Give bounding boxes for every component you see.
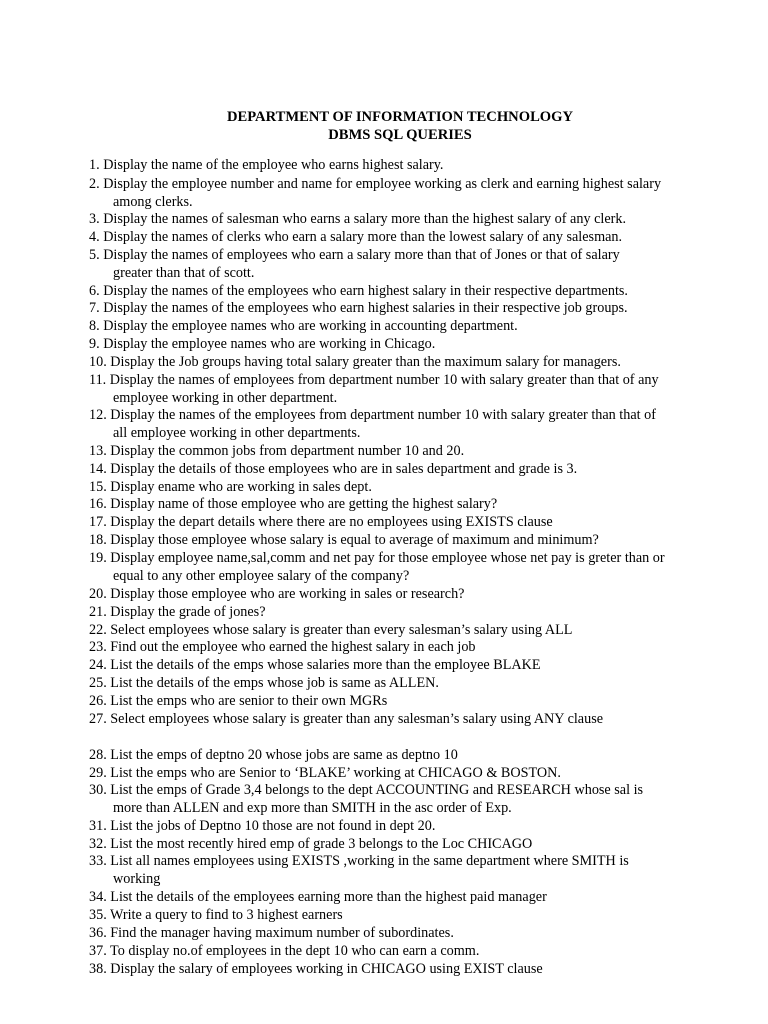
list-item: 23. Find out the employee who earned the highest salary in each job [89,639,476,655]
list-item: 5. Display the names of employees who earn a salary more than that of Jones or that of salary greater than that of scott. [89,247,620,281]
list-item: 3. Display the names of salesman who earns a salary more than the highest salary of any clerk. [89,211,626,227]
list-item: 14. Display the details of those employees who are in sales department and grade is 3. [89,461,578,477]
document-title: DBMS SQL QUERIES [328,127,472,143]
list-item: 35. Write a query to find to 3 highest earners [89,907,343,923]
list-item: 18. Display those employee whose salary is equal to average of maximum and minimum? [89,532,599,548]
list-item: 7. Display the names of the employees who earn highest salaries in their respective job groups. [89,300,628,316]
list-item: 19. Display employee name,sal,comm and net pay for those employee whose net pay is greter than or equal to any other employee salary of the company? [89,550,665,584]
list-item: 33. List all names employees using EXISTS ,working in the same department where SMITH is working [89,853,629,887]
list-item: 27. Select employees whose salary is greater than any salesman’s salary using ANY clause [89,711,604,727]
list-item: 36. Find the manager having maximum number of subordinates. [89,925,454,941]
list-item: 6. Display the names of the employees who earn highest salary in their respective departments. [89,283,628,299]
list-item: 11. Display the names of employees from department number 10 with salary greater than that of any employee working in other department. [89,372,659,406]
list-item: 25. List the details of the emps whose job is same as ALLEN. [89,675,439,691]
department-heading: DEPARTMENT OF INFORMATION TECHNOLOGY [226,109,574,125]
list-item: 38. Display the salary of employees working in CHICAGO using EXIST clause [89,961,543,977]
list-item: 21. Display the grade of jones? [89,604,266,620]
list-item: 8. Display the employee names who are working in accounting department. [89,318,518,334]
list-item: 31. List the jobs of Deptno 10 those are not found in dept 20. [89,818,436,834]
list-item: 22. Select employees whose salary is greater than every salesman’s salary using ALL [89,622,573,638]
list-item: 13. Display the common jobs from department number 10 and 20. [89,443,465,459]
list-item: 20. Display those employee who are working in sales or research? [89,586,465,602]
list-item: 15. Display ename who are working in sales dept. [89,479,372,495]
list-item: 26. List the emps who are senior to their own MGRs [89,693,388,709]
list-item: 16. Display name of those employee who are getting the highest salary? [89,496,498,512]
list-item: 34. List the details of the employees earning more than the highest paid manager [89,889,547,905]
list-item: 30. List the emps of Grade 3,4 belongs to the dept ACCOUNTING and RESEARCH whose sal is more than ALLEN and exp more than SMITH in the asc order of Exp. [89,782,644,816]
list-item: 29. List the emps who are Senior to ‘BLAKE’ working at CHICAGO & BOSTON. [89,765,561,781]
list-item: 17. Display the depart details where there are no employees using EXISTS clause [89,514,553,530]
list-item: 32. List the most recently hired emp of grade 3 belongs to the Loc CHICAGO [89,836,533,852]
list-item: 9. Display the employee names who are working in Chicago. [89,336,436,352]
list-item: 24. List the details of the emps whose salaries more than the employee BLAKE [89,657,541,673]
list-item: 2. Display the employee number and name for employee working as clerk and earning highest salary among clerks. [89,176,662,210]
list-item: 28. List the emps of deptno 20 whose jobs are same as deptno 10 [89,747,458,763]
list-item: 12. Display the names of the employees from department number 10 with salary greater than that of all employee working in other departments. [89,407,656,441]
list-item: 37. To display no.of employees in the dept 10 who can earn a comm. [89,943,480,959]
list-item: 4. Display the names of clerks who earn a salary more than the lowest salary of any salesman. [89,229,623,245]
list-item: 1. Display the name of the employee who earns highest salary. [89,157,444,173]
list-item: 10. Display the Job groups having total salary greater than the maximum salary for managers. [89,354,621,370]
